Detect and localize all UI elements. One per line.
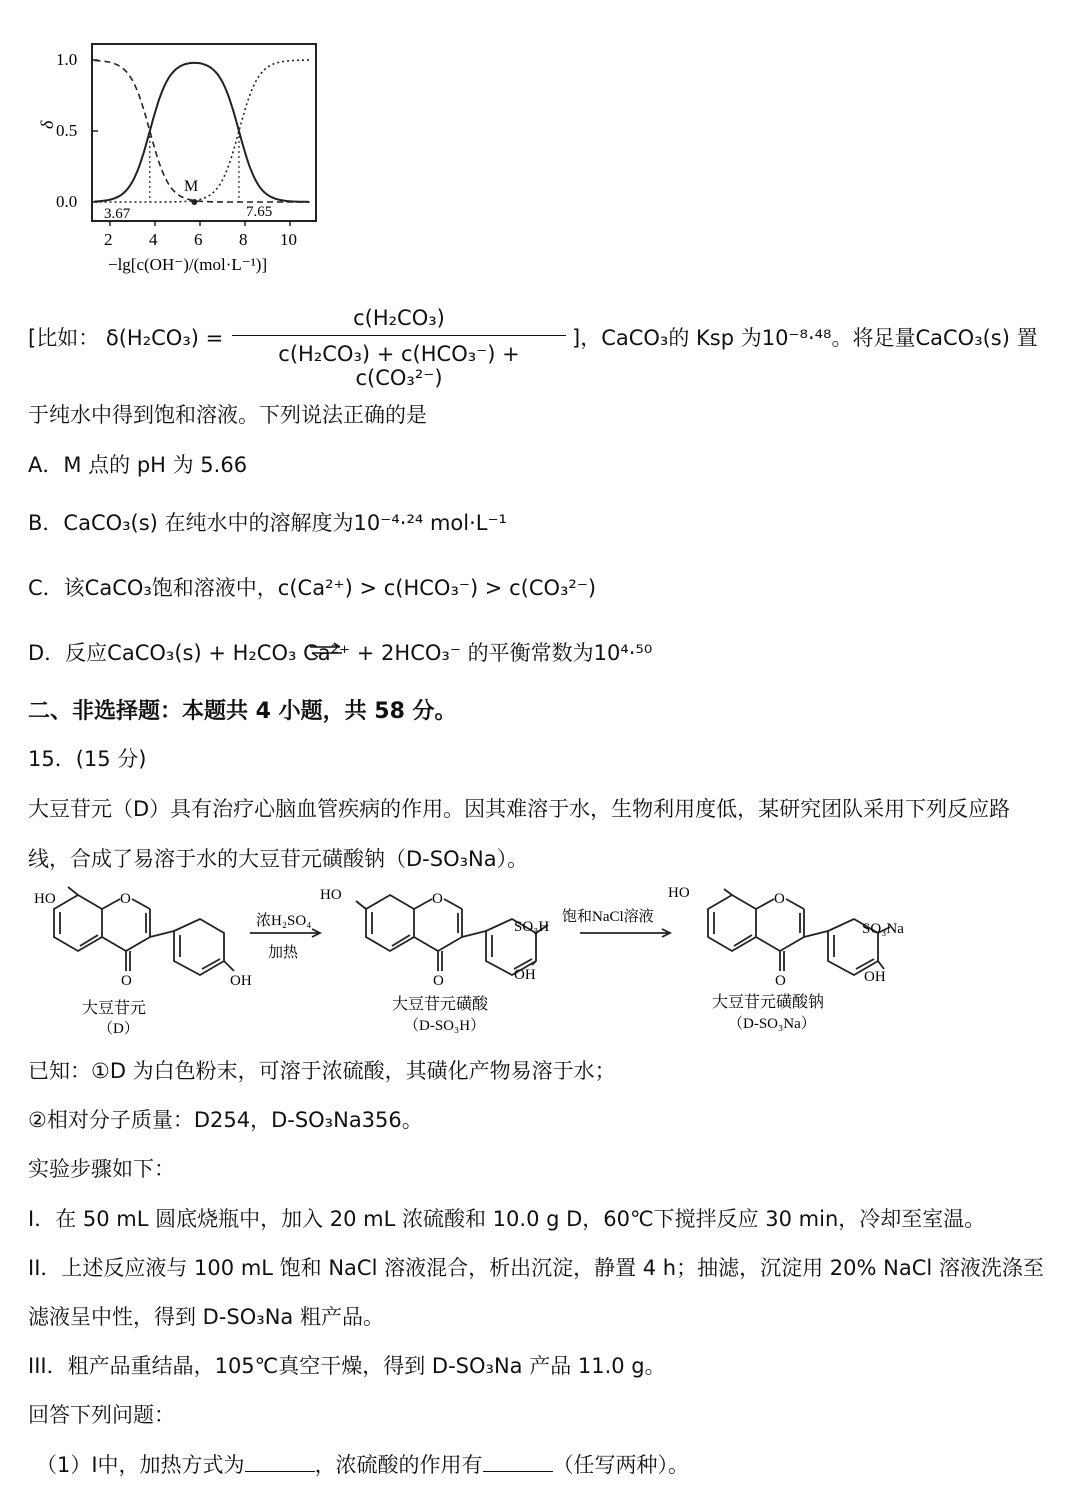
step-3: III．粗产品重结晶，105℃真空干燥，得到 D-SO₃Na 产品 11.0 g。 xyxy=(28,1354,666,1378)
label-oh-1: OH xyxy=(230,973,252,989)
y-axis-label: δ xyxy=(37,120,57,129)
steps-title: 实验步骤如下： xyxy=(28,1157,175,1181)
molecule-d-structure xyxy=(54,887,234,975)
question-stem-line2: 于纯水中得到饱和溶液。下列说法正确的是 xyxy=(28,403,427,427)
equilibrium-arrow-icon xyxy=(308,640,344,660)
mol3-code: （D-SO₃Na） xyxy=(728,1016,816,1032)
label-so3na: SO₃Na xyxy=(862,921,904,937)
question-1-part-c: （任写两种）。 xyxy=(552,1453,690,1477)
mol3-name: 大豆苷元磺酸钠 xyxy=(712,994,825,1011)
reagent-2-top: 饱和NaCl溶液 xyxy=(562,909,654,925)
fraction-numerator: c(H₂CO₃) xyxy=(353,306,445,330)
answer-blank-2[interactable] xyxy=(483,1453,553,1472)
section-heading: 二、非选择题：本题共 4 小题，共 58 分。 xyxy=(28,699,457,724)
option-b: B．CaCO₃(s) 在纯水中的溶解度为10⁻⁴·²⁴ mol·L⁻¹ xyxy=(28,511,507,535)
label-oh-3: OH xyxy=(864,969,886,985)
step-2a: II．上述反应液与 100 mL 饱和 NaCl 溶液混合，析出沉淀，静置 4 h；抽滤，沉淀用 20% NaCl 溶液洗涤至 xyxy=(28,1256,1044,1280)
fraction-denominator: c(H₂CO₃) + c(HCO₃⁻) + c(CO₃²⁻) xyxy=(278,342,520,390)
label-o-3b: O xyxy=(775,973,786,989)
question-1-part-a: （1）I中，加热方式为 xyxy=(36,1453,245,1477)
molecule-d-so3h-structure xyxy=(356,895,548,975)
y-tick-label: 1.0 xyxy=(56,50,78,69)
label-so3h: SO₃H xyxy=(514,919,550,935)
mol2-code: （D-SO₃H） xyxy=(404,1018,486,1034)
question-15-intro-2: 线，合成了易溶于水的大豆苷元磺酸钠（D-SO₃Na）。 xyxy=(28,847,529,871)
x-axis-label: −lg[c(OH⁻)/(mol·L⁻¹)] xyxy=(108,255,268,274)
point-m-marker xyxy=(191,199,197,205)
x-tick-label: 2 xyxy=(104,230,113,249)
definition-suffix: ]，CaCO₃的 Ksp 为10⁻⁸·⁴⁸。将足量CaCO₃(s) 置 xyxy=(572,326,1038,350)
annotation-7-65: 7.65 xyxy=(246,204,273,220)
label-o-1b: O xyxy=(121,973,132,989)
step-2b: 滤液呈中性，得到 D-SO₃Na 粗产品。 xyxy=(28,1305,384,1329)
annotation-m: M xyxy=(184,178,199,195)
question-1-part-b: ，浓硫酸的作用有 xyxy=(314,1453,483,1477)
mol1-name: 大豆苷元 xyxy=(82,1000,147,1017)
label-oh-2: OH xyxy=(514,967,536,983)
option-c: C．该CaCO₃饱和溶液中，c(Ca²⁺) > c(HCO₃⁻) > c(CO₃²⁻) xyxy=(28,576,597,600)
x-tick-label: 10 xyxy=(280,230,297,249)
definition-lhs: δ(H₂CO₃) = xyxy=(105,326,224,350)
label-ho-1: HO xyxy=(34,891,56,907)
reagent-1-bottom: 加热 xyxy=(268,945,299,961)
label-o-1: O xyxy=(120,891,131,907)
label-o-3: O xyxy=(774,891,785,907)
label-o-2: O xyxy=(432,891,443,907)
label-ho-2: HO xyxy=(320,887,342,903)
distribution-chart xyxy=(37,36,340,286)
label-ho-3: HO xyxy=(668,885,690,901)
step-1: I．在 50 mL 圆底烧瓶中，加入 20 mL 浓硫酸和 10.0 g D，60℃下搅拌反应 30 min，冷却至室温。 xyxy=(28,1207,986,1231)
x-tick-label: 6 xyxy=(194,230,203,249)
x-tick-label: 8 xyxy=(239,230,248,249)
mol1-code: （D） xyxy=(98,1021,139,1037)
chart-curves xyxy=(95,60,310,205)
answer-blank-1[interactable] xyxy=(245,1453,315,1472)
reaction-scheme xyxy=(20,875,1060,1045)
x-tick-label: 4 xyxy=(149,230,158,249)
mol2-name: 大豆苷元磺酸 xyxy=(392,996,489,1013)
definition-prefix-text: [比如： xyxy=(28,326,100,350)
option-d: D．反应CaCO₃(s) + H₂CO₃ Ca²⁺ + 2HCO₃⁻ 的平衡常数为10⁴·⁵⁰ xyxy=(28,641,653,665)
fraction-bar xyxy=(232,335,566,336)
definition-prefix xyxy=(28,322,223,352)
reagent-1-top: 浓H₂SO₄ xyxy=(256,913,312,929)
series-solid-line xyxy=(95,63,310,202)
question-1 xyxy=(36,1449,689,1479)
known-1: 已知：①D 为白色粉末，可溶于浓硫酸，其磺化产物易溶于水； xyxy=(28,1059,616,1083)
question-15-number: 15．(15 分) xyxy=(28,747,147,771)
annotation-3-67: 3.67 xyxy=(104,206,131,222)
known-2: ②相对分子质量：D254，D-SO₃Na356。 xyxy=(28,1108,423,1132)
question-15-intro-1: 大豆苷元（D）具有治疗心脑血管疾病的作用。因其难溶于水，生物利用度低，某研究团队采用下列反应路 xyxy=(28,797,1011,821)
series-dotted-line xyxy=(95,60,310,202)
series-dashed-line xyxy=(95,61,310,203)
answer-title: 回答下列问题： xyxy=(28,1403,175,1427)
label-o-2b: O xyxy=(433,973,444,989)
y-tick-label: 0.5 xyxy=(56,121,78,140)
y-tick-label: 0.0 xyxy=(56,192,78,211)
option-a: A．M 点的 pH 为 5.66 xyxy=(28,453,248,477)
